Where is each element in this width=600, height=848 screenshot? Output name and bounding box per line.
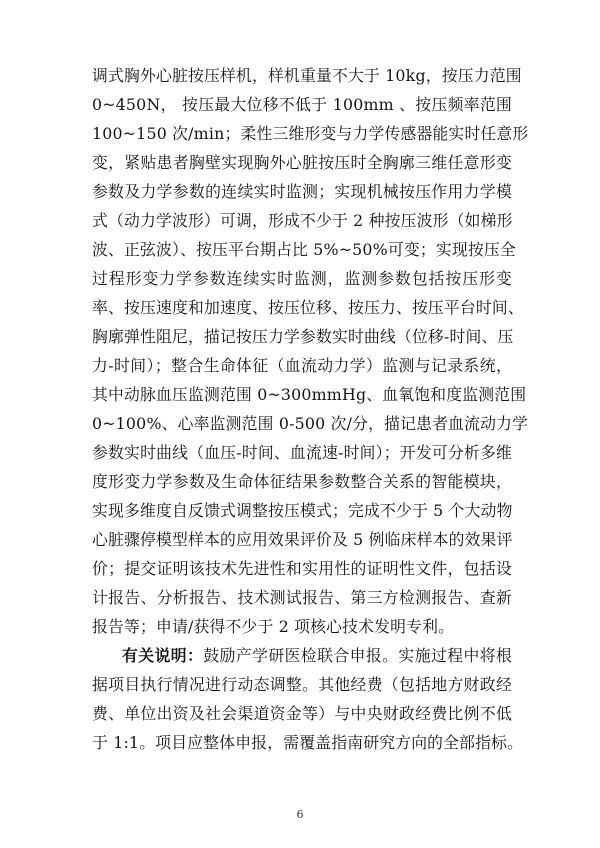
text-line: 力-时间）；整合生命体征（血流动力学）监测与记录系统，	[92, 356, 512, 375]
text-line: 100~150 次/min；柔性三维形变与力学传感器能实时任意形	[92, 124, 529, 143]
text-line: 于 1:1。项目应整体申报，需覆盖指南研究方向的全部指标。	[92, 733, 524, 752]
text-line: 据项目执行情况进行动态调整。其他经费（包括地方财政经	[92, 675, 512, 694]
text-line: 波、正弦波）、按压平台期占比 5%~50%可变；实现按压全	[92, 240, 516, 259]
text-line: 式（动力学波形）可调，形成不少于 2 种按压波形（如梯形	[92, 211, 513, 230]
text-line	[122, 646, 512, 666]
note-label: 有关说明：	[122, 646, 204, 665]
text-line: 计报告、分析报告、技术测试报告、第三方检测报告、查新	[92, 588, 512, 607]
page-number: 6	[296, 808, 304, 821]
text-line: 度形变力学参数及生命体征结果参数整合关系的智能模块，	[92, 472, 512, 491]
note-text: 鼓励产学研医检联合申报。实施过程中将根	[203, 646, 512, 665]
text-line: 调式胸外心脏按压样机，样机重量不大于 10kg，按压力范围	[92, 66, 522, 85]
text-line: 心脏骤停模型样本的应用效果评价及 5 例临床样本的效果评	[92, 530, 513, 549]
text-line: 0~450N， 按压最大位移不低于 100mm 、按压频率范围	[92, 95, 512, 114]
text-line: 其中动脉血压监测范围 0~300mmHg、血氧饱和度监测范围	[92, 385, 527, 404]
text-line: 胸廓弹性阻尼，描记按压力学参数实时曲线（位移-时间、压	[92, 327, 514, 346]
text-line: 过程形变力学参数连续实时监测，监测参数包括按压形变	[92, 269, 512, 288]
text-line: 率、按压速度和加速度、按压位移、按压力、按压平台时间、	[92, 298, 524, 317]
text-line: 参数实时曲线（血压-时间、血流速-时间）；开发可分析多维	[92, 443, 512, 462]
text-line: 价；提交证明该技术先进性和实用性的证明性文件，包括设	[92, 559, 512, 578]
text-line: 0~100%、心率监测范围 0-500 次/分，描记患者血流动力学	[92, 414, 529, 433]
text-line: 实现多维度自反馈式调整按压模式；完成不少于 5 个大动物	[92, 501, 513, 520]
text-line: 参数及力学参数的连续实时监测；实现机械按压作用力学模	[92, 182, 512, 201]
text-line: 变，紧贴患者胸壁实现胸外心脏按压时全胸廓三维任意形变	[92, 153, 512, 172]
text-line: 报告等；申请/获得不少于 2 项核心技术发明专利。	[92, 617, 455, 636]
text-line: 费、单位出资及社会渠道资金等）与中央财政经费比例不低	[92, 704, 512, 723]
